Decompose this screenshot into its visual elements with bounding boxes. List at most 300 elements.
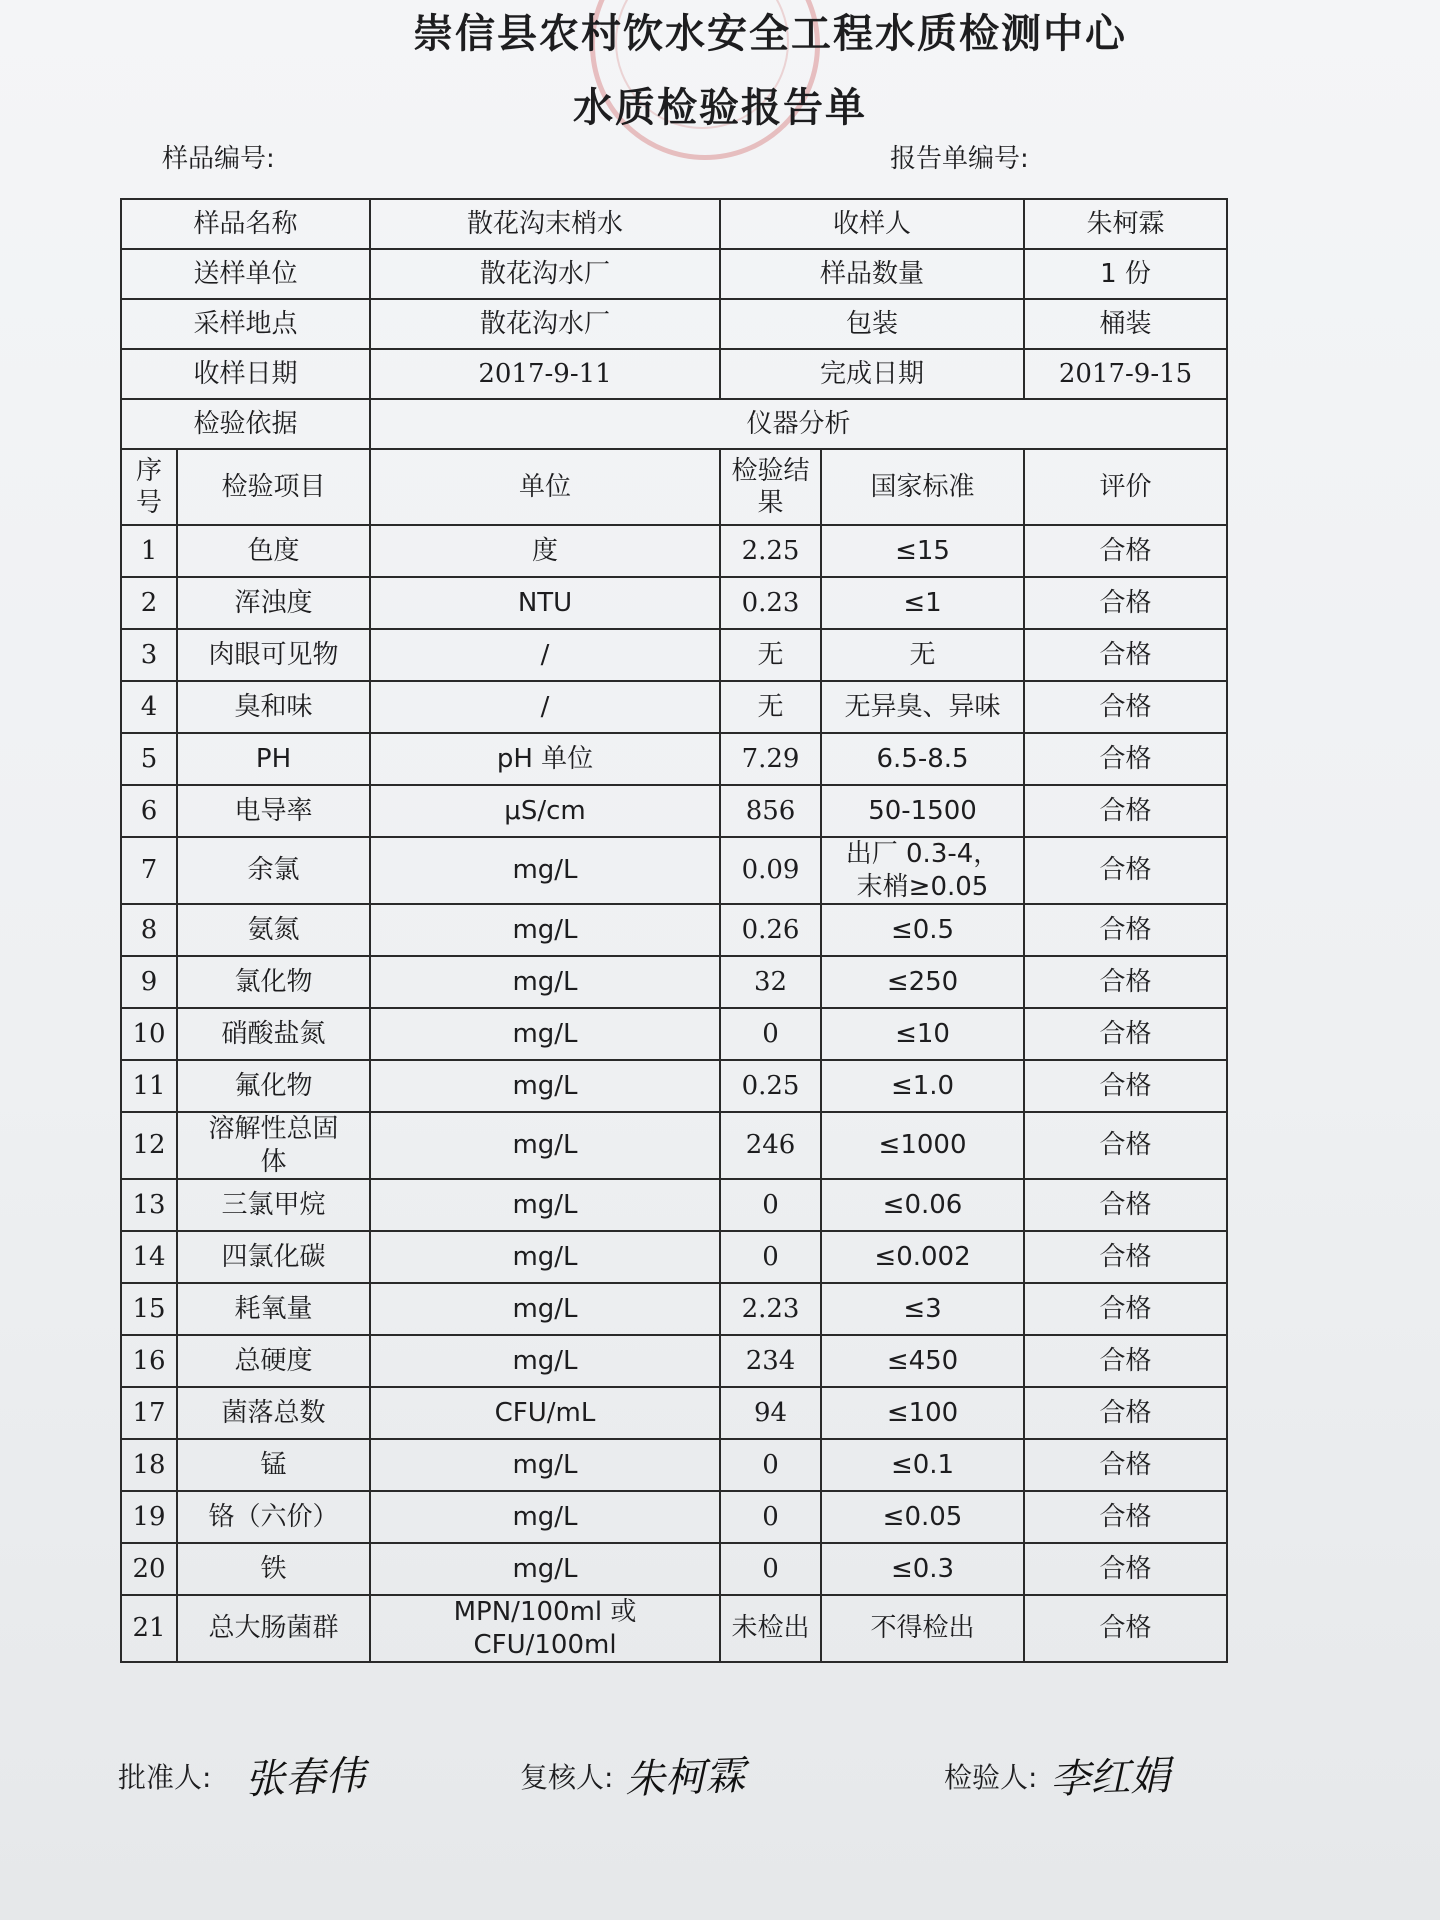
result-text: 2.23 <box>741 1293 800 1324</box>
item-name <box>177 1231 370 1283</box>
item-name <box>177 1439 370 1491</box>
row-number <box>121 785 177 837</box>
unit-text: mg/L <box>512 1018 578 1049</box>
table-row <box>121 629 1227 681</box>
rating-text: 合格 <box>1099 914 1152 945</box>
unit <box>370 733 720 785</box>
standard <box>821 1060 1024 1112</box>
unit <box>370 1439 720 1491</box>
item-name-text: 锰 <box>260 1449 287 1480</box>
result-text: 7.29 <box>741 743 800 774</box>
item-name-text: 臭和味 <box>234 691 313 722</box>
row-number-text: 1 <box>140 535 158 566</box>
table-row <box>121 733 1227 785</box>
result-text: 0.25 <box>741 1070 800 1101</box>
item-name <box>177 629 370 681</box>
unit-text: mg/L <box>512 1449 578 1480</box>
table-row <box>121 1439 1227 1491</box>
row-number-text: 14 <box>132 1241 166 1272</box>
report-title: 水质检验报告单 <box>573 84 867 131</box>
table-row <box>121 1595 1227 1662</box>
unit <box>370 1008 720 1060</box>
standard-text-line2: 末梢≥0.05 <box>856 871 989 902</box>
rating <box>1024 1231 1227 1283</box>
result <box>720 1231 821 1283</box>
item-name-text: 三氯甲烷 <box>221 1189 326 1220</box>
standard-text: ≤0.5 <box>890 914 955 945</box>
meta-row-name <box>121 199 1227 249</box>
table-row <box>121 1335 1227 1387</box>
row-number <box>121 1439 177 1491</box>
receive-date-value: 2017-9-11 <box>370 349 720 399</box>
result-text: 0.09 <box>741 855 800 886</box>
standard-text: ≤0.06 <box>882 1189 963 1220</box>
rating <box>1024 733 1227 785</box>
item-name-text: 肉眼可见物 <box>208 639 339 670</box>
row-number-text: 7 <box>140 855 158 886</box>
result <box>720 785 821 837</box>
row-number-text: 3 <box>140 639 158 670</box>
row-number-text: 19 <box>132 1501 166 1532</box>
unit <box>370 681 720 733</box>
table-row <box>121 681 1227 733</box>
rating <box>1024 1595 1227 1662</box>
package-value: 桶装 <box>1024 299 1227 349</box>
sender-label: 送样单位 <box>121 249 370 299</box>
standard <box>821 1231 1024 1283</box>
unit-text: / <box>540 639 550 670</box>
rating-text: 合格 <box>1099 1189 1152 1220</box>
table-row <box>121 1543 1227 1595</box>
standard-text: ≤450 <box>886 1345 959 1376</box>
result <box>720 1595 821 1662</box>
standard <box>821 1491 1024 1543</box>
unit <box>370 785 720 837</box>
standard <box>821 525 1024 577</box>
standard <box>821 577 1024 629</box>
result-text: 32 <box>753 966 788 997</box>
item-name <box>177 733 370 785</box>
result <box>720 1283 821 1335</box>
unit-text: pH 单位 <box>496 743 594 774</box>
unit <box>370 1112 720 1179</box>
item-name-text: 总硬度 <box>234 1345 313 1376</box>
rating <box>1024 577 1227 629</box>
rating-text: 合格 <box>1099 535 1152 566</box>
meta-row-dates <box>121 349 1227 399</box>
standard <box>821 1543 1024 1595</box>
reviewer-label: 复核人: <box>520 1761 614 1794</box>
row-number-text: 9 <box>140 966 158 997</box>
rating-text: 合格 <box>1099 1613 1152 1644</box>
col-rating: 评价 <box>1024 449 1227 525</box>
table-row <box>121 837 1227 904</box>
rating <box>1024 629 1227 681</box>
unit <box>370 1179 720 1231</box>
row-number-text: 4 <box>140 691 158 722</box>
rating <box>1024 525 1227 577</box>
result-text: 0 <box>762 1553 779 1584</box>
table-row <box>121 1387 1227 1439</box>
standard-text: ≤10 <box>895 1018 950 1049</box>
item-name-text: 四氯化碳 <box>221 1241 326 1272</box>
unit <box>370 1387 720 1439</box>
unit-text: mg/L <box>512 966 578 997</box>
item-name <box>177 1283 370 1335</box>
unit-text: CFU/mL <box>494 1397 596 1428</box>
unit <box>370 956 720 1008</box>
row-number <box>121 956 177 1008</box>
rating <box>1024 1112 1227 1179</box>
rating <box>1024 1543 1227 1595</box>
inspector-signature: 李红娟 <box>1049 1752 1171 1804</box>
result <box>720 629 821 681</box>
result <box>720 956 821 1008</box>
unit-text: / <box>540 691 550 722</box>
rating-text: 合格 <box>1099 1293 1152 1324</box>
item-name-text: PH <box>255 743 292 774</box>
result-text: 0.23 <box>741 587 800 618</box>
sender-value: 散花沟水厂 <box>370 249 720 299</box>
meta-row-sender <box>121 249 1227 299</box>
unit <box>370 629 720 681</box>
col-result: 检验结果 <box>720 449 821 525</box>
rating-text: 合格 <box>1099 1345 1152 1376</box>
item-name <box>177 904 370 956</box>
row-number-text: 5 <box>140 743 158 774</box>
row-number-text: 8 <box>140 914 158 945</box>
standard-text: ≤15 <box>895 535 950 566</box>
row-number <box>121 904 177 956</box>
result <box>720 681 821 733</box>
result-text: 未检出 <box>731 1613 810 1644</box>
rating-text: 合格 <box>1099 1130 1152 1161</box>
result <box>720 1491 821 1543</box>
item-name-text: 色度 <box>247 535 300 566</box>
row-number-text: 11 <box>132 1070 166 1101</box>
result <box>720 1439 821 1491</box>
standard <box>821 904 1024 956</box>
unit <box>370 1335 720 1387</box>
standard <box>821 733 1024 785</box>
receiver-value: 朱柯霖 <box>1024 199 1227 249</box>
item-name <box>177 1008 370 1060</box>
result-text: 无 <box>757 639 784 670</box>
rating <box>1024 1387 1227 1439</box>
rating <box>1024 904 1227 956</box>
row-number <box>121 1335 177 1387</box>
unit <box>370 1543 720 1595</box>
unit <box>370 1491 720 1543</box>
rating-text: 合格 <box>1099 1449 1152 1480</box>
col-number: 序号 <box>121 449 177 525</box>
result <box>720 1387 821 1439</box>
unit <box>370 837 720 904</box>
standard-text: ≤1.0 <box>890 1070 955 1101</box>
item-name <box>177 1179 370 1231</box>
quantity-label: 样品数量 <box>720 249 1024 299</box>
rating-text: 合格 <box>1099 1018 1152 1049</box>
result-text: 0.26 <box>741 914 800 945</box>
standard <box>821 956 1024 1008</box>
result <box>720 577 821 629</box>
result <box>720 1543 821 1595</box>
rating <box>1024 956 1227 1008</box>
standard-text: ≤1 <box>903 587 942 618</box>
rating-text: 合格 <box>1099 639 1152 670</box>
col-item: 检验项目 <box>177 449 370 525</box>
result <box>720 837 821 904</box>
result-text: 246 <box>745 1130 796 1161</box>
table-row <box>121 1008 1227 1060</box>
result <box>720 525 821 577</box>
result-text: 无 <box>757 691 784 722</box>
rating-text: 合格 <box>1099 1553 1152 1584</box>
table-row <box>121 785 1227 837</box>
standard <box>821 785 1024 837</box>
meta-row-site <box>121 299 1227 349</box>
unit-text: 度 <box>532 535 559 566</box>
item-name <box>177 1595 370 1662</box>
item-name-text: 氯化物 <box>234 966 313 997</box>
row-number-text: 2 <box>140 587 158 618</box>
standard <box>821 1439 1024 1491</box>
item-name-text: 余氯 <box>247 855 300 886</box>
standard-text: ≤1000 <box>878 1130 967 1161</box>
column-header-row <box>121 449 1227 525</box>
item-name <box>177 837 370 904</box>
rating <box>1024 681 1227 733</box>
item-name <box>177 577 370 629</box>
result-text: 0 <box>762 1018 779 1049</box>
unit-text: mg/L <box>512 1345 578 1376</box>
item-name-text: 氟化物 <box>234 1070 313 1101</box>
result <box>720 733 821 785</box>
rating-text: 合格 <box>1099 1501 1152 1532</box>
standard <box>821 1595 1024 1662</box>
row-number-text: 10 <box>132 1018 166 1049</box>
result-text: 0 <box>762 1449 779 1480</box>
item-name-text: 耗氧量 <box>234 1293 313 1324</box>
rating <box>1024 837 1227 904</box>
item-name-text-line2: 体 <box>260 1146 287 1177</box>
item-name <box>177 1112 370 1179</box>
item-name <box>177 681 370 733</box>
complete-date-value: 2017-9-15 <box>1024 349 1227 399</box>
result <box>720 904 821 956</box>
rating-text: 合格 <box>1099 855 1152 886</box>
row-number <box>121 1179 177 1231</box>
standard <box>821 1008 1024 1060</box>
row-number <box>121 577 177 629</box>
meta-row-basis <box>121 399 1227 449</box>
unit <box>370 525 720 577</box>
result <box>720 1008 821 1060</box>
unit-text: mg/L <box>512 1501 578 1532</box>
result-text: 94 <box>753 1397 788 1428</box>
unit-text: NTU <box>517 587 573 618</box>
unit <box>370 1595 720 1662</box>
rating-text: 合格 <box>1099 1397 1152 1428</box>
standard-text: 出厂 0.3-4， <box>845 839 1000 869</box>
standard-text: 6.5-8.5 <box>876 743 969 774</box>
receive-date-label: 收样日期 <box>121 349 370 399</box>
item-name-text: 电导率 <box>234 795 313 826</box>
item-name-text: 浑浊度 <box>234 587 313 618</box>
standard-text: ≤0.05 <box>882 1501 963 1532</box>
rating-text: 合格 <box>1099 691 1152 722</box>
standard-text: ≤0.1 <box>890 1449 955 1480</box>
approver-signature: 张春伟 <box>244 1752 366 1804</box>
rating <box>1024 1335 1227 1387</box>
item-name <box>177 1060 370 1112</box>
standard-text: ≤0.002 <box>874 1241 971 1272</box>
test-rows <box>121 525 1227 1662</box>
rating-text: 合格 <box>1099 1241 1152 1272</box>
row-number <box>121 681 177 733</box>
table-row <box>121 525 1227 577</box>
unit-text: mg/L <box>512 1189 578 1220</box>
result <box>720 1335 821 1387</box>
standard <box>821 1283 1024 1335</box>
row-number-text: 20 <box>132 1553 166 1584</box>
unit <box>370 904 720 956</box>
unit-text: mg/L <box>512 1070 578 1101</box>
row-number <box>121 1283 177 1335</box>
unit-text: MPN/100ml 或 <box>453 1597 637 1627</box>
item-name-text: 菌落总数 <box>221 1397 326 1428</box>
standard <box>821 1387 1024 1439</box>
result-text: 0 <box>762 1189 779 1220</box>
unit-text: mg/L <box>512 855 578 886</box>
row-number <box>121 1231 177 1283</box>
rating <box>1024 1491 1227 1543</box>
result-text: 234 <box>745 1345 796 1376</box>
unit-text: mg/L <box>512 1293 578 1324</box>
rating-text: 合格 <box>1099 1070 1152 1101</box>
standard-text: ≤3 <box>903 1293 942 1324</box>
unit <box>370 1060 720 1112</box>
unit-text: mg/L <box>512 1241 578 1272</box>
standard <box>821 1179 1024 1231</box>
table-row <box>121 1283 1227 1335</box>
item-name <box>177 1491 370 1543</box>
unit-text: mg/L <box>512 1553 578 1584</box>
rating <box>1024 1283 1227 1335</box>
rating <box>1024 1060 1227 1112</box>
receiver-label: 收样人 <box>720 199 1024 249</box>
unit <box>370 1283 720 1335</box>
table-row <box>121 1112 1227 1179</box>
rating-text: 合格 <box>1099 795 1152 826</box>
row-number <box>121 1112 177 1179</box>
water-quality-table <box>120 198 1228 1663</box>
center-title: 崇信县农村饮水安全工程水质检测中心 <box>413 10 1127 57</box>
report-number-label: 报告单编号: <box>890 144 1029 174</box>
table-row <box>121 1491 1227 1543</box>
item-name <box>177 525 370 577</box>
standard <box>821 629 1024 681</box>
row-number <box>121 525 177 577</box>
standard-text: ≤100 <box>886 1397 959 1428</box>
site-label: 采样地点 <box>121 299 370 349</box>
standard <box>821 681 1024 733</box>
row-number <box>121 1008 177 1060</box>
item-name-text: 氨氮 <box>247 914 300 945</box>
package-label: 包装 <box>720 299 1024 349</box>
item-name <box>177 956 370 1008</box>
row-number <box>121 837 177 904</box>
row-number-text: 21 <box>132 1613 166 1644</box>
row-number <box>121 629 177 681</box>
unit <box>370 1231 720 1283</box>
row-number <box>121 1060 177 1112</box>
result-text: 0 <box>762 1241 779 1272</box>
unit-text: μS/cm <box>504 795 586 826</box>
item-name-text: 溶解性总固 <box>208 1114 339 1144</box>
row-number-text: 17 <box>132 1397 166 1428</box>
row-number-text: 18 <box>132 1449 166 1480</box>
table-row <box>121 956 1227 1008</box>
table-row <box>121 577 1227 629</box>
unit-text: mg/L <box>512 1130 578 1161</box>
table-row <box>121 1179 1227 1231</box>
standard-text: 50-1500 <box>868 795 977 826</box>
row-number-text: 16 <box>132 1345 166 1376</box>
reviewer-signature: 朱柯霖 <box>624 1752 746 1804</box>
row-number-text: 6 <box>140 795 158 826</box>
table-row <box>121 1060 1227 1112</box>
item-name-text: 铬（六价） <box>208 1501 339 1532</box>
inspector-label: 检验人: <box>944 1761 1038 1794</box>
table-row <box>121 1231 1227 1283</box>
standard-text: 无 <box>909 639 936 670</box>
result-text: 0 <box>762 1501 779 1532</box>
row-number-text: 15 <box>132 1293 166 1324</box>
row-number <box>121 1595 177 1662</box>
result-text: 856 <box>745 795 796 826</box>
standard <box>821 837 1024 904</box>
item-name-text: 铁 <box>260 1553 287 1584</box>
row-number <box>121 1543 177 1595</box>
rating-text: 合格 <box>1099 587 1152 618</box>
unit-text: mg/L <box>512 914 578 945</box>
result <box>720 1112 821 1179</box>
unit-text-line2: CFU/100ml <box>473 1629 617 1660</box>
rating <box>1024 1439 1227 1491</box>
rating-text: 合格 <box>1099 743 1152 774</box>
complete-date-label: 完成日期 <box>720 349 1024 399</box>
result-text: 2.25 <box>741 535 800 566</box>
quantity-value: 1 份 <box>1024 249 1227 299</box>
row-number-text: 13 <box>132 1189 166 1220</box>
standard-text: ≤250 <box>886 966 959 997</box>
basis-label: 检验依据 <box>121 399 370 449</box>
row-number <box>121 733 177 785</box>
rating <box>1024 1179 1227 1231</box>
sample-name-label: 样品名称 <box>121 199 370 249</box>
item-name-text: 总大肠菌群 <box>208 1613 339 1644</box>
row-number <box>121 1491 177 1543</box>
standard-text: 不得检出 <box>870 1613 975 1644</box>
row-number <box>121 1387 177 1439</box>
sample-name-value: 散花沟末梢水 <box>370 199 720 249</box>
site-value: 散花沟水厂 <box>370 299 720 349</box>
item-name-text: 硝酸盐氮 <box>221 1018 326 1049</box>
standard-text: 无异臭、异味 <box>844 691 1001 722</box>
item-name <box>177 1335 370 1387</box>
col-standard: 国家标准 <box>821 449 1024 525</box>
